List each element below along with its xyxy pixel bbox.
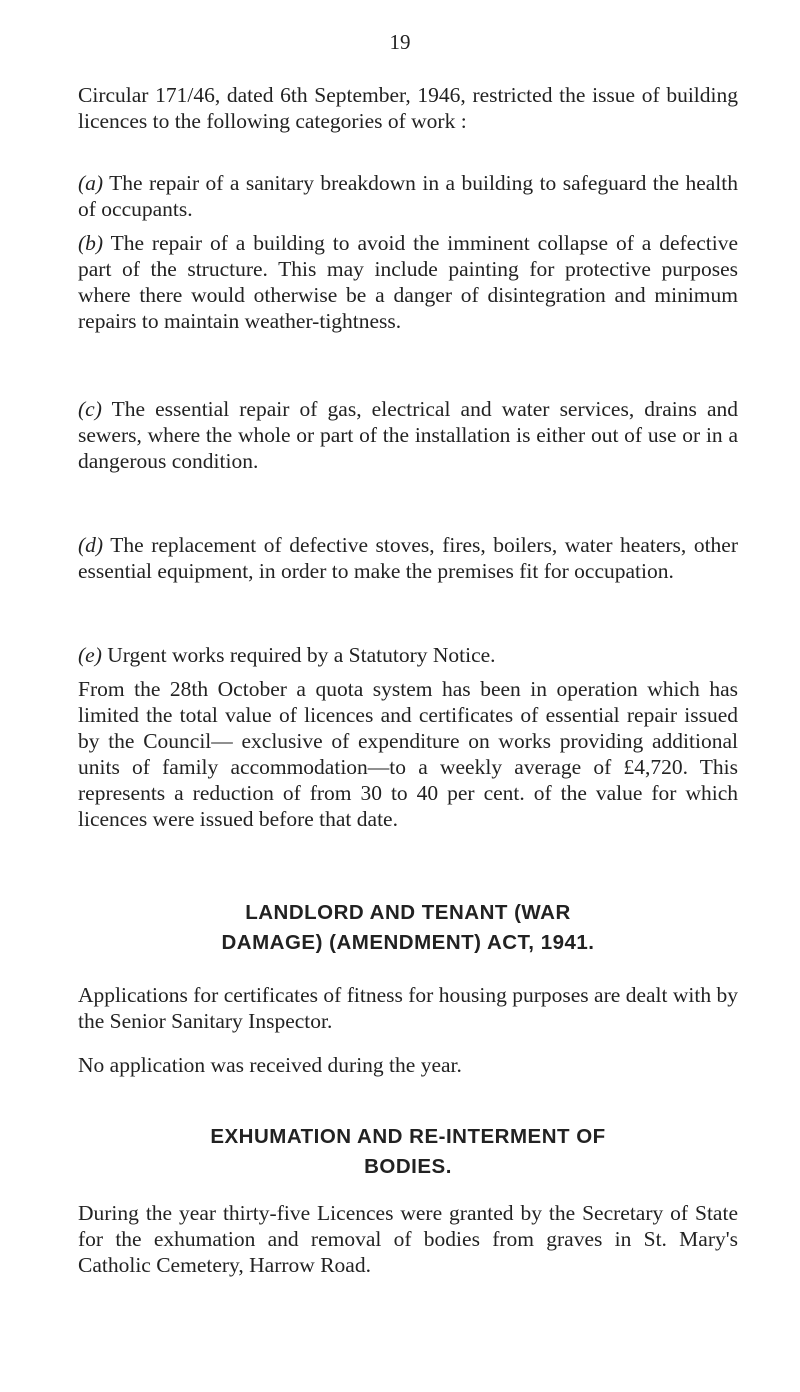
item-a bbox=[78, 170, 738, 222]
item-label: (c) bbox=[78, 397, 102, 421]
item-text: Urgent works required by a Statutory Notice. bbox=[101, 643, 496, 667]
heading-line: LANDLORD AND TENANT (WAR bbox=[245, 901, 571, 924]
item-c bbox=[78, 396, 738, 474]
item-text: The repair of a sanitary breakdown in a building to safeguard the health of occupants. bbox=[78, 171, 738, 221]
item-label: (d) bbox=[78, 533, 104, 557]
item-text: The repair of a building to avoid the imminent collapse of a defective part of the structure. This may include painting for protective purposes where there would otherwise be a danger of disintegration and minimum repairs to maintain weather-tightness. bbox=[78, 231, 738, 333]
heading-line: BODIES. bbox=[364, 1155, 452, 1178]
exhumation-para bbox=[78, 1200, 738, 1278]
quota-paragraph: From the 28th October a quota system has been in operation which has limited the total value of licences and certificates of essential repair issued by the Council— exclusive of expenditure on works providing additional units of family accommodation—to a weekly average of £4,720. This represents a reduction of from 30 to 40 per cent. of the value for which licences were issued before that date. bbox=[78, 677, 738, 831]
item-b bbox=[78, 230, 738, 334]
paragraph: During the year thirty-five Licences were granted by the Secretary of State for the exhumation and removal of bodies from graves in St. Mary's Catholic Cemetery, Harrow Road. bbox=[78, 1201, 738, 1277]
item-label: (a) bbox=[78, 171, 104, 195]
item-label: (e) bbox=[78, 643, 102, 667]
landlord-para-2 bbox=[78, 1052, 738, 1078]
landlord-para-1 bbox=[78, 982, 738, 1034]
item-d bbox=[78, 532, 738, 584]
page-number: 19 bbox=[389, 30, 411, 54]
heading-line: EXHUMATION AND RE-INTERMENT OF bbox=[210, 1125, 606, 1148]
paragraph: No application was received during the year. bbox=[78, 1053, 462, 1077]
intro-block bbox=[78, 82, 738, 134]
item-text: The replacement of defective stoves, fires, boilers, water heaters, other essential equipment, in order to make the premises fit for occupation. bbox=[78, 533, 738, 583]
paragraph: Applications for certificates of fitness for housing purposes are dealt with by the Senior Sanitary Inspector. bbox=[78, 983, 738, 1033]
item-text: The essential repair of gas, electrical and water services, drains and sewers, where the whole or part of the installation is either out of use or in a dangerous condition. bbox=[78, 397, 738, 473]
item-label: (b) bbox=[78, 231, 104, 255]
section-heading-landlord-tenant bbox=[78, 898, 738, 958]
intro-paragraph: Circular 171/46, dated 6th September, 1946, restricted the issue of building licences to the following categories of work : bbox=[78, 83, 738, 133]
heading-line: DAMAGE) (AMENDMENT) ACT, 1941. bbox=[221, 931, 595, 954]
section-heading-exhumation bbox=[78, 1122, 738, 1182]
item-e bbox=[78, 642, 738, 668]
quota-block bbox=[78, 676, 738, 832]
